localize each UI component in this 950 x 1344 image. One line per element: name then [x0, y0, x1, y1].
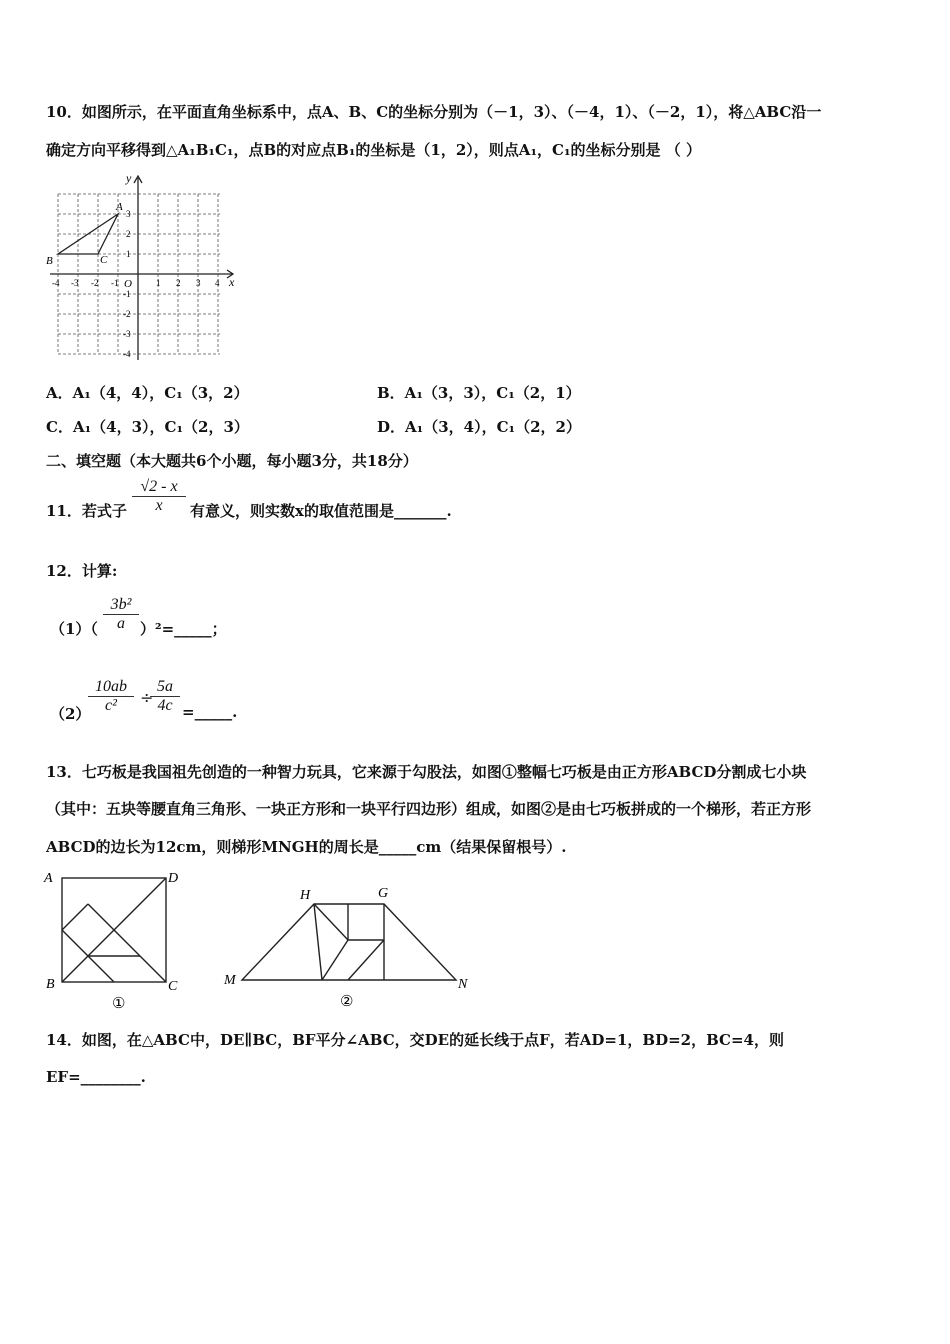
- x-tick: 4: [215, 278, 220, 288]
- origin-label: O: [124, 278, 132, 290]
- fig2-g-label: G: [378, 886, 389, 901]
- x-axis-label: x: [229, 275, 235, 289]
- x-tick: -2: [91, 278, 99, 288]
- x-tick: 1: [156, 278, 161, 288]
- y-tick: 3: [126, 209, 131, 219]
- tangram-square-figure: [40, 866, 190, 1014]
- q10-option-b[interactable]: B．A₁（3，3），C₁（2，1）: [377, 384, 581, 402]
- q12-divide-sign: ÷: [140, 688, 154, 707]
- fig2-n-label: N: [458, 977, 468, 992]
- q12-part2-numerator1: 10ab: [95, 678, 127, 695]
- q12-part2-tail: =_____.: [182, 703, 238, 721]
- q10-coordinate-graph: [44, 172, 244, 364]
- q12-part1-denominator: a: [103, 614, 139, 633]
- q11-numerator: √2 - x: [140, 478, 178, 495]
- y-axis-label: y: [126, 172, 132, 185]
- q10-line1: 10．如图所示，在平面直角坐标系中，点A、B、C的坐标分别为（－1，3）、（－4，1）、（－2，1），将△ABC沿一: [46, 103, 822, 121]
- fig2-m-label: M: [224, 973, 236, 988]
- fig1-c-label: C: [168, 979, 178, 994]
- q12-part1-tail: ）²=_____；: [140, 620, 227, 638]
- q11-prefix: 11．若式子: [46, 502, 127, 520]
- y-tick: -3: [123, 329, 131, 339]
- q10-option-a[interactable]: A．A₁（4，4），C₁（3，2）: [46, 384, 249, 402]
- q13-line1: 13．七巧板是我国祖先创造的一种智力玩具，它来源于勾股法，如图①整幅七巧板是由正方形ABCD分割成七小块: [46, 763, 807, 781]
- q12-part1-label: （1）（: [50, 620, 98, 638]
- q12-part1-numerator: 3b²: [110, 596, 132, 613]
- tangram-trapezoid-figure: [220, 880, 480, 1014]
- section-heading: 二、填空题（本大题共6个小题，每小题3分，共18分）: [46, 452, 418, 470]
- fig1-b-label: B: [46, 977, 55, 992]
- fig2-h-label: H: [300, 888, 311, 903]
- q10-option-c[interactable]: C．A₁（4，3），C₁（2，3）: [46, 418, 249, 436]
- point-a-label: A: [116, 201, 123, 213]
- q14-line1: 14．如图，在△ABC中，DE∥BC，BF平分∠ABC，交DE的延长线于点F，若AD=1，BD=2，BC=4，则: [46, 1031, 784, 1049]
- q11-suffix: 有意义，则实数x的取值范围是_______.: [190, 502, 452, 520]
- q13-line3: ABCD的边长为12cm，则梯形MNGH的周长是_____cm（结果保留根号）.: [46, 838, 567, 856]
- fig1-d-label: D: [168, 871, 179, 886]
- q12-title: 12．计算:: [46, 562, 118, 580]
- q13-line2: （其中：五块等腰直角三角形、一块正方形和一块平行四边形）组成，如图②是由七巧板拼成的一个梯形，若正方形: [46, 800, 812, 818]
- q12-part2-denominator1: c²: [88, 696, 134, 715]
- x-tick: 2: [176, 278, 181, 288]
- fig2-caption: ②: [340, 994, 354, 1010]
- q12-part2-denominator2: 4c: [150, 696, 180, 715]
- q11-denominator: x: [132, 496, 186, 515]
- q10-line2: 确定方向平移得到△A₁B₁C₁，点B的对应点B₁的坐标是（1，2），则点A₁，C₁的坐标分别是 （ ）: [46, 141, 701, 159]
- q12-part2-numerator2: 5a: [157, 678, 173, 695]
- fig1-a-label: A: [44, 871, 53, 886]
- y-tick: -1: [123, 289, 131, 299]
- point-b-label: B: [46, 255, 53, 267]
- x-tick: -4: [52, 278, 60, 288]
- q14-line2: EF=________.: [46, 1068, 146, 1086]
- y-tick: -2: [123, 309, 131, 319]
- y-tick: 2: [126, 229, 131, 239]
- fig1-caption: ①: [112, 996, 126, 1012]
- y-tick: -4: [123, 349, 131, 359]
- x-tick: -1: [111, 278, 119, 288]
- q12-part2-label: （2）: [50, 705, 91, 723]
- point-c-label: C: [100, 254, 108, 266]
- x-tick: 3: [196, 278, 201, 288]
- x-tick: -3: [71, 278, 79, 288]
- q10-option-d[interactable]: D．A₁（3，4），C₁（2，2）: [377, 418, 581, 436]
- y-tick: 1: [126, 249, 131, 259]
